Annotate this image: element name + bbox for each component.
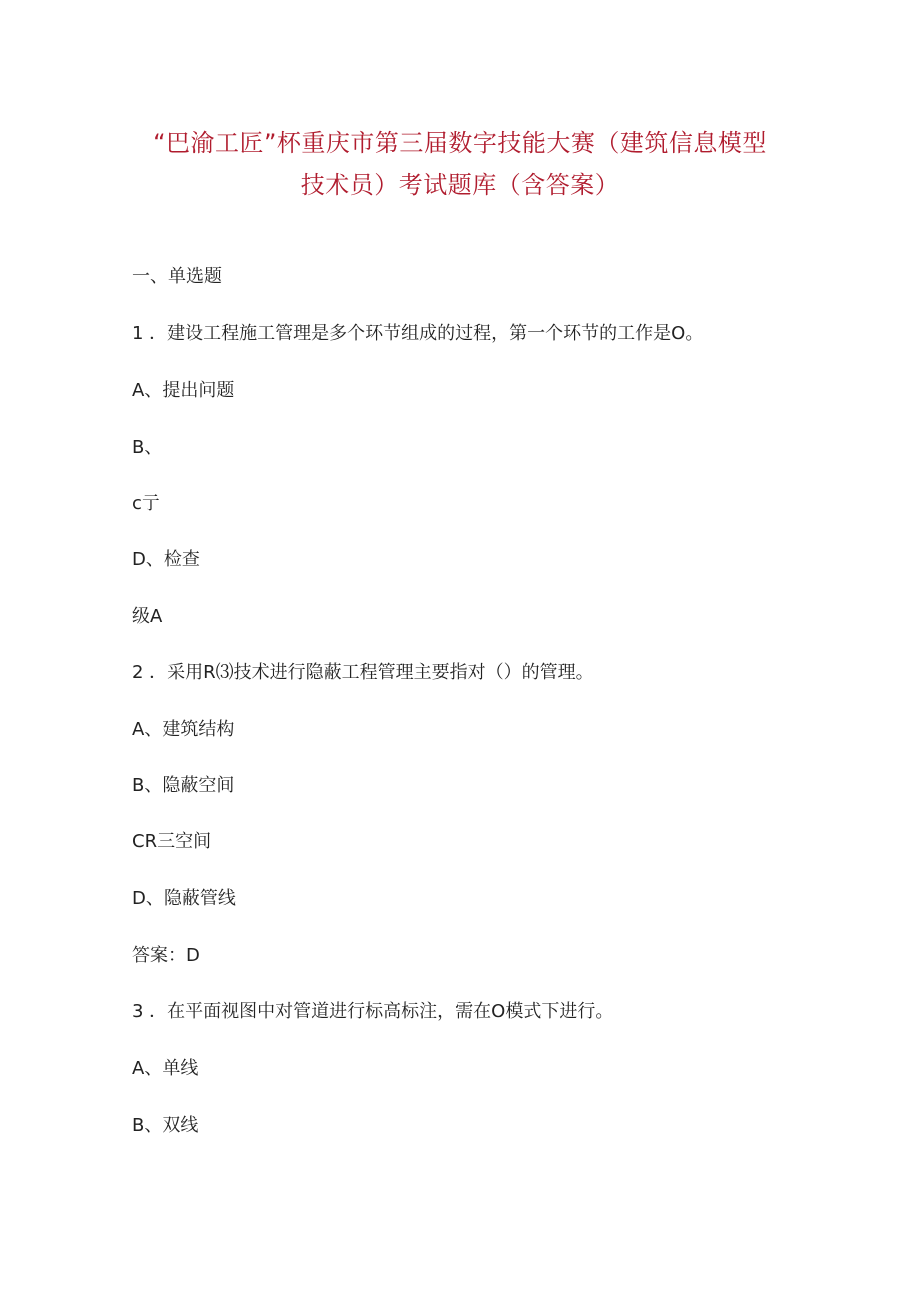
question-1-stem: 1 ．建设工程施工管理是多个环节组成的过程，第一个环节的工作是O。 [132,323,704,344]
question-2-option-d: D、隐蔽管线 [132,888,236,909]
question-2-option-c: CR三空间 [132,831,212,852]
question-1-answer: 级A [132,606,163,627]
document-title-line-1: “巴渝工匠”杯重庆市第三届数字技能大赛（建筑信息模型 [153,129,767,157]
question-1-option-a: A、提出问题 [132,380,235,401]
question-1-option-b: B、 [132,437,163,458]
question-2-answer: 答案：D [132,945,200,966]
question-1-option-d: D、检查 [132,549,200,570]
question-3-option-b: B、双线 [132,1115,199,1136]
question-3-option-a: A、单线 [132,1058,199,1079]
section-heading: 一、单选题 [132,266,222,287]
question-2-stem: 2 ．采用R⑶技术进行隐蔽工程管理主要指对（）的管理。 [132,662,594,683]
question-3-stem: 3 ．在平面视图中对管道进行标高标注，需在O模式下进行。 [132,1001,614,1022]
question-2-option-b: B、隐蔽空间 [132,775,235,796]
question-1-option-c: c亍 [132,493,160,514]
document-title-line-2: 技术员）考试题库（含答案） [300,171,620,199]
question-2-option-a: A、建筑结构 [132,719,235,740]
